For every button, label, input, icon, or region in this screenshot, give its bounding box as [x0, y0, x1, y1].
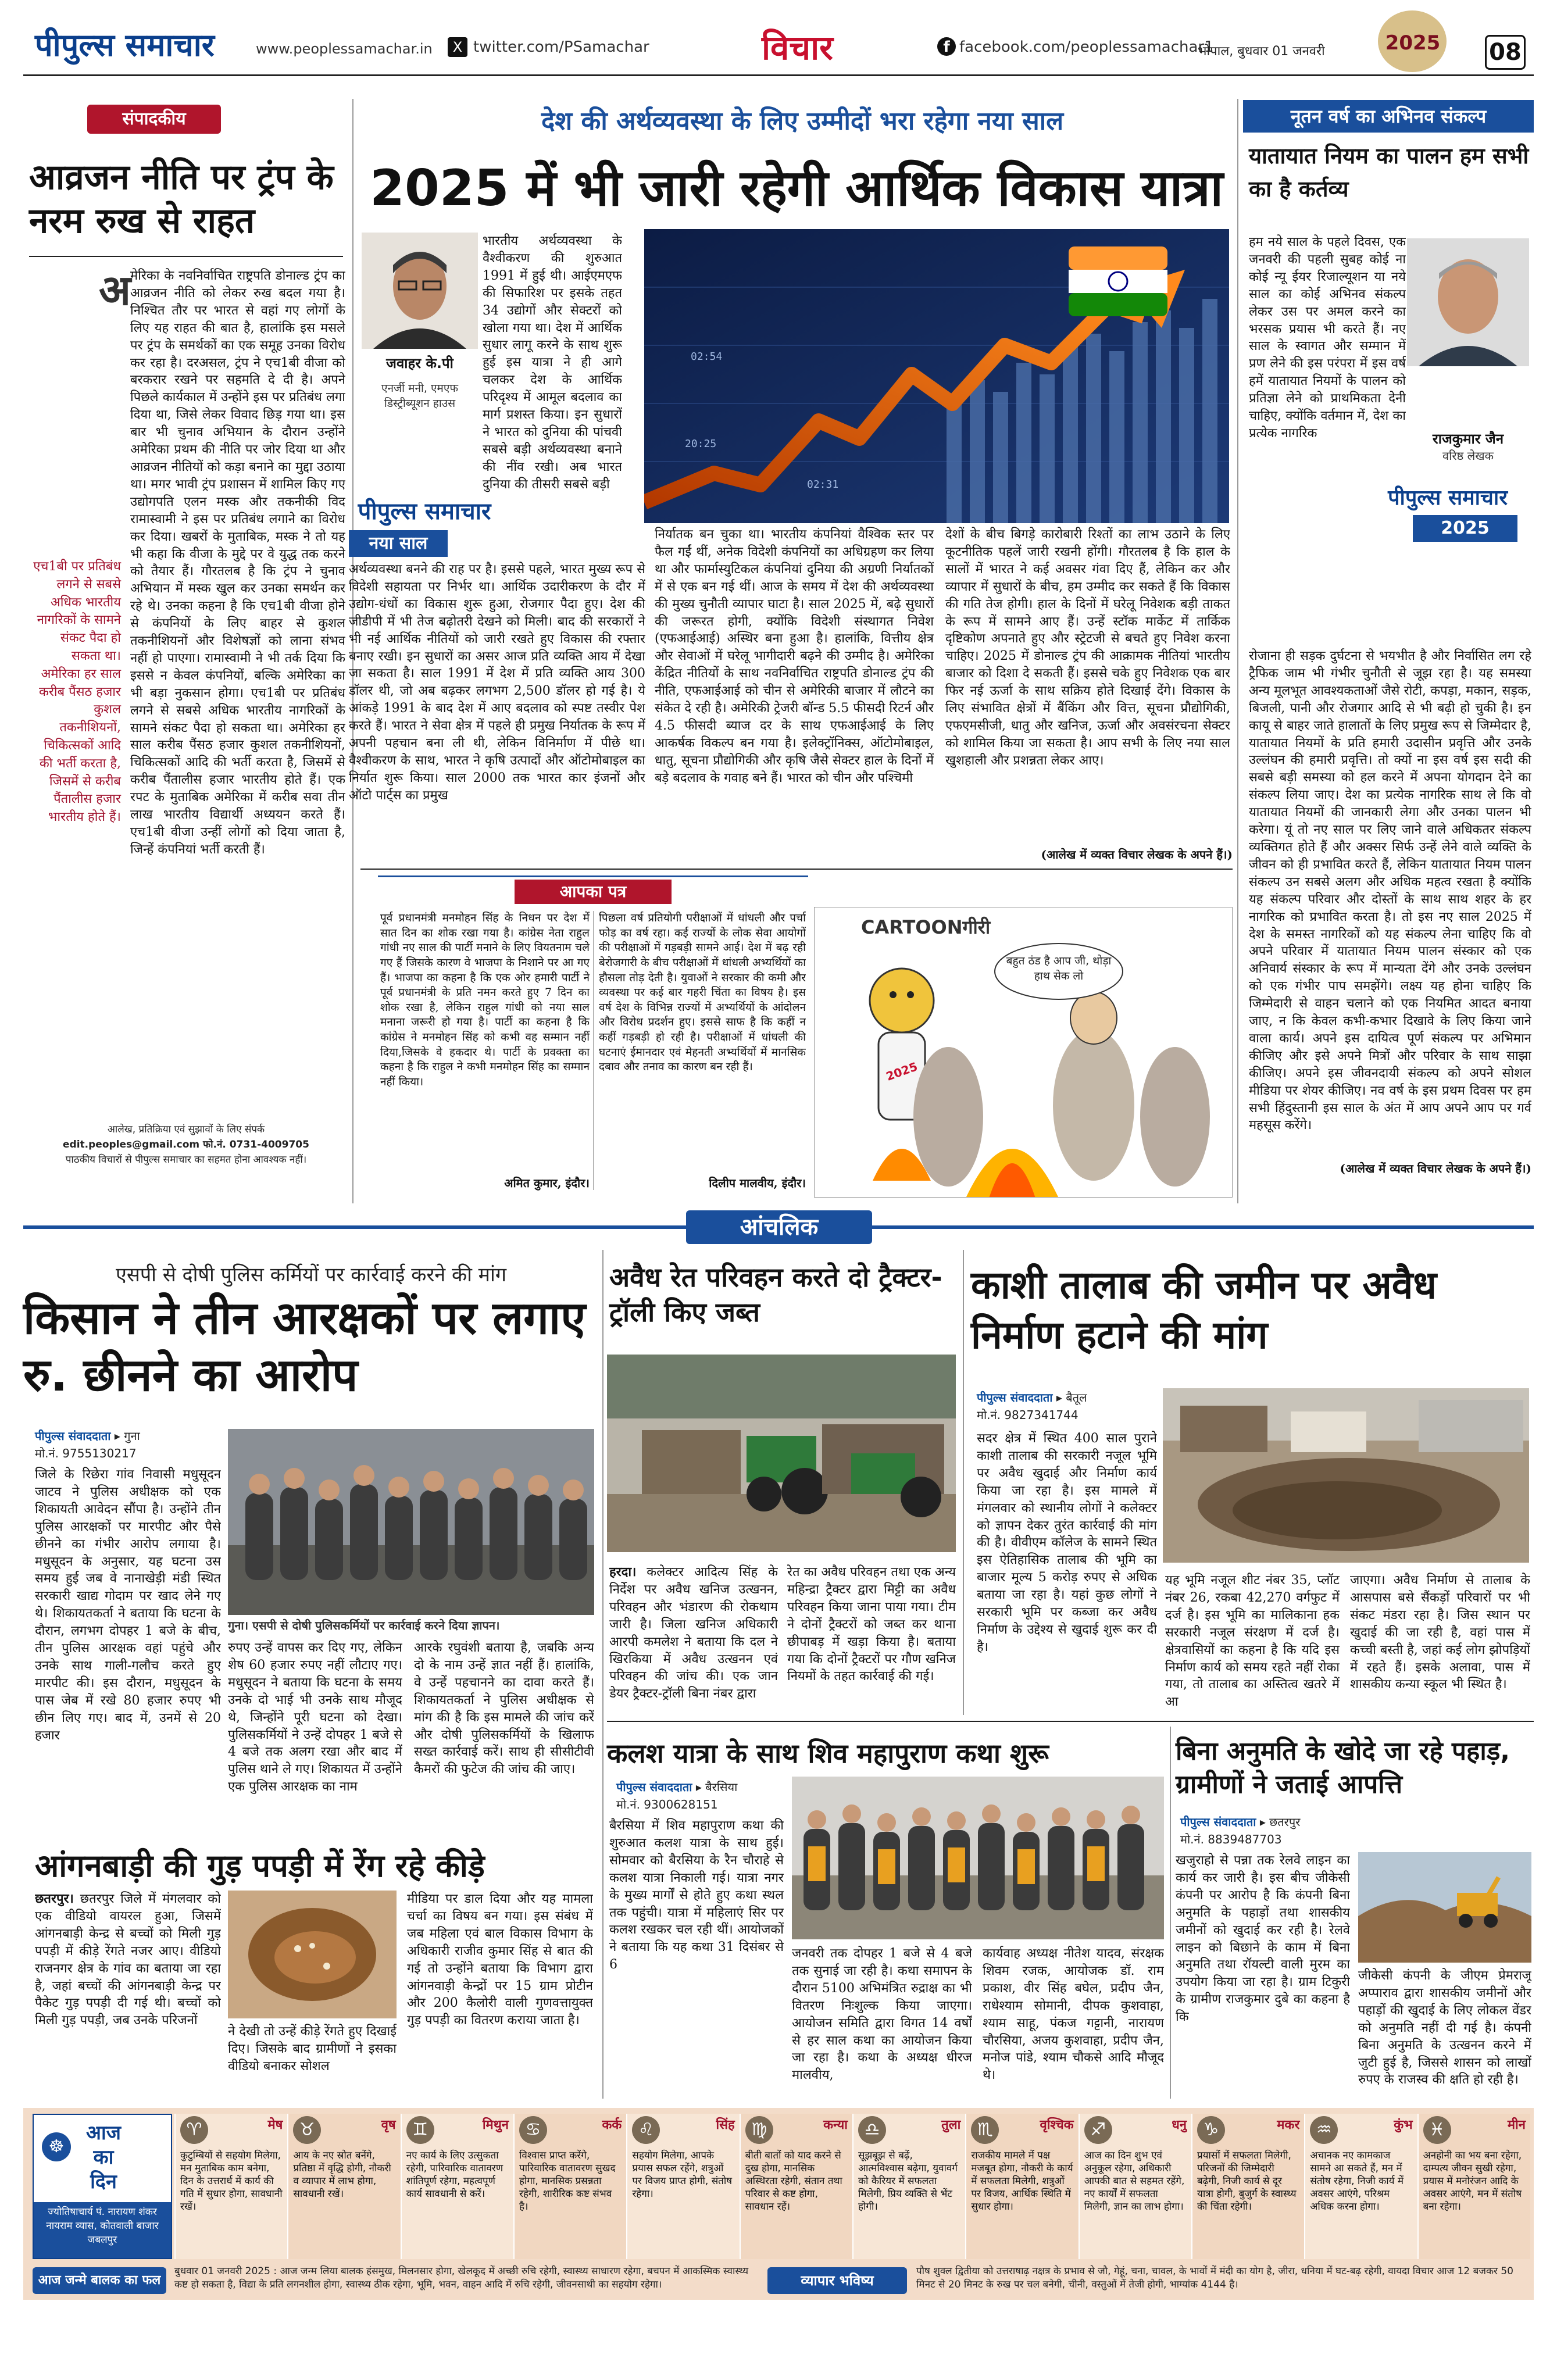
horoscope-title-1: आज [86, 2121, 121, 2145]
guna-col-3: आरके रघुवंशी बताया है, जबकि अन्य दो के नाम उन्हें ज्ञात नहीं हैं। हालांकि, वे उन्हें पहचानने का दावा करते हैं। शिकायतकर्ता ने पुलिस अधीक्षक से मांग की है कि इस मामले की जांच करें और दोषी पुलिसकर्मियों के खिलाफ सख्त कार्रवाई करें। साथ ही सीसीटीवी कैमरों की फुटेज की जांच की जाए। [414, 1641, 594, 1777]
kalash-byline-place: बैरसिया [705, 1780, 738, 1794]
guna-headline: किसान ने तीन आरक्षकों पर लगाए रु. छीनने का आरोप [23, 1292, 586, 1402]
horoscope-title-box [33, 2114, 172, 2259]
pahad-byline-org: पीपुल्स संवाददाता [1180, 1815, 1256, 1829]
horoscope-sign-9 [1079, 2114, 1191, 2259]
zodiac-icon: ♋ [519, 2116, 547, 2144]
kashi-byline-org: पीपुल्स संवाददाता [977, 1391, 1053, 1405]
anganwadi-col-1-text: छतरपुर जिले में मंगलवार को एक वीडियो वायरल हुआ, जिसमें आंगनबाड़ी केन्द्र से बच्चों को मिली गुड़ पपड़ी में कीड़े रेंगते नजर आए। वीडियो राजनगर क्षेत्र के गांव का बताया जा रहा है, जहां बच्चों की आंगनबाड़ी केन्द्र पर पैकेट गुड़ पपड़ी दी गई थी। बच्चों को मिली गुड़ पपड़ी, जब उनके परिजनों [35, 1892, 221, 2028]
lead-bottom-rule [360, 869, 1233, 870]
editorial-contact-3: पाठकीय विचारों से पीपुल्स समाचार का सहमत होना आवश्यक नहीं। [65, 1154, 307, 1166]
right-badge-logo: पीपुल्स समाचार [1388, 486, 1508, 510]
zodiac-icon: ♌ [632, 2116, 660, 2144]
guna-photo-caption: गुना। एसपी से दोषी पुलिसकर्मियों पर कार्रवाई करने दिया ज्ञापन। [228, 1618, 500, 1632]
sand-col-1 [609, 1564, 778, 1715]
masthead-website[interactable]: www.peoplessamachar.in [256, 41, 433, 57]
letters-title: आपका पत्र [515, 880, 672, 904]
horoscope-sign-5 [626, 2114, 739, 2259]
sign-prediction: कुटुम्बियों से सहयोग मिलेगा, मन मुताबिक काम बनेगा, दिन के उत्तरार्ध में कार्य की गति में सुधार होगा, सावधानी रखें। [180, 2149, 283, 2213]
zodiac-icon: ♒ [1310, 2116, 1338, 2144]
sign-prediction: आय के नए स्रोत बनेंगे, प्रतिष्ठा में वृद्धि होगी, नौकरी व व्यापार में लाभ होगा, सावधानी रखें। [293, 2149, 391, 2200]
kashi-col-3: जाएगा। अवैध निर्माण से तालाब के आसपास बसे सैंकड़ों परिवारों पर भी संकट मंडरा रहा है। जिस स्थान पर खुदाई की जा रही है, वहां पास में कच्ची बस्ती है, जहां कई लोग झोपड़ियों में रहते हैं। इसके अलावा, पास में शासकीय कन्या स्कूल भी स्थित है। [1350, 1573, 1530, 1692]
masthead-facebook[interactable]: facebook.com/peoplessamachar1 [959, 38, 1214, 56]
svg-text:20:25: 20:25 [685, 438, 717, 450]
astrologer-name: ज्योतिषाचार्य पं. नारायण शंकर नायराम व्यास, कोतवाली बाजार जबलपुर [34, 2202, 171, 2258]
regional-divider-1 [602, 1250, 603, 2099]
sign-name: सिंह [716, 2118, 735, 2132]
guna-photo [228, 1429, 594, 1615]
sign-name: तुला [941, 2118, 961, 2132]
zodiac-icon: ♏ [971, 2116, 999, 2144]
lead-badge-logo: पीपुल्स समाचार [358, 498, 491, 525]
column-divider-right [1237, 99, 1238, 1203]
lead-badge-label: नया साल [349, 530, 448, 557]
right-col-body: रोजाना ही सड़क दुर्घटना से भयभीत है और निर्वासित लग रहे ट्रैफिक जाम भी गंभीर चुनौती से जूझ रहा है। यह समस्या अन्य मूलभूत आवश्यकताओं जैसे रोटी, कपड़ा, मकान, सड़क, बिजली, पानी और रोजगार आदि से भी बढ़ी हो चुकी है। इन कायू से बाहर जाते हालातों के लिए प्रमुख रूप से जिम्मेदार है, यातायात नियमों के प्रति हमारी उदासीन प्रवृत्ति और उनके उल्लंघन की हमारी प्रवृत्ति। तो क्यों ना इस वर्ष इस सदी की सबसे बड़ी समस्या को हल करने में अपना योगदान देने का संकल्प लिया जाए। देश का प्रत्येक नागरिक साथ ले कि वो यातायात नियमों की जानकारी लेगा और उनका पालन भी करेगा। यूं तो नए साल पर लिए जाने वाले अधिकतर संकल्प व्यक्तिगत होते हैं और अक्सर सिर्फ उन्हें लेने वाले व्यक्ति के जीवन को ही प्रभावित करते हैं, लेकिन यातायात नियम पालन संकल्प उन सबसे अलग और अधिक महत्व रखता है क्योंकि यह संकल्प परिवार और दोस्तों के साथ साथ शहर के हर नागरिक को प्रभावित करता है। तो इस नए साल 2025 में देश के समस्त नागरिकों को यह संकल्प लेना चाहिए कि वो अपने परिवार में यातायात नियम पालन संस्कार को एक अनिवार्य संस्कार के रूप में मान्यता देंगे और उनके उल्लंघन को एक गंभीर पाप समझेंगे। लक्ष्य यह होना चाहिए कि जिम्मेदारी से वाहन चलाने को एक नियमित आदत बनाया जाए, न कि केवल कभी-कभार दिखावे के लिए किया जाने वाला कार्य। अपने इस दायित्व पूर्ण संकल्प पर अभिमान कीजिए और इसे अपने मित्रों और परिवार के साथ साझा कीजिए। अपने इस जीवनदायी संकल्प को अपने सोशल मीडिया पर शेयर कीजिए। नव वर्ष के इस प्रथम दिवस पर हम सभी हिंदुस्तानी इस साल के अंत में आप अपने आप पर गर्व महसूस करेंगे। [1249, 649, 1531, 1133]
editorial-dropcap: अ [99, 265, 131, 315]
zodiac-icon: ♓ [1423, 2116, 1451, 2144]
horoscope-sign-12 [1417, 2114, 1530, 2259]
twitter-icon: X [448, 37, 467, 57]
kalash-col-1: बैरसिया में शिव महापुराण कथा की शुरुआत कलश यात्रा के साथ हुई। सोमवार को बैरसिया के रैन चौराहे से कलश यात्रा निकाली गई। यात्रा नगर के मुख्य मार्गों से होते हुए कथा स्थल तक पहुंची। यात्रा में महिलाएं सिर पर कलश रखकर चल रही थीं। आयोजकों ने बताया कि यह कथा 31 दिसंबर से 6 [609, 1818, 784, 1972]
kalash-photo [792, 1777, 1164, 1939]
pahad-headline: बिना अनुमति के खोदे जा रहे पहाड़, ग्रामीणों ने जताई आपत्ति [1176, 1736, 1510, 1800]
dateline: भोपाल, बुधवार 01 जनवरी [1198, 44, 1325, 59]
kalash-mobile: मो.नं. 9300628151 [616, 1797, 718, 1811]
letters-divider [593, 911, 594, 1190]
trade-text: पौष शुक्ल द्वितीया को उत्तराषाढ़ नक्षत्र के प्रभाव से जौ, गेहूं, चना, चावल, के भावों में मंदी का योग है, जीरा, धनिया में घट-बढ़ रहेगी, वायदा विचार आज 12 बजकर 50 मिनट से 20 मिनट के रुख पर चल बनेगी, चीनी, वस्तुओं में तेजी होगी, भाग्यांक 4144 है। [916, 2265, 1514, 2290]
lead-body-1: अर्थव्यवस्था बनने की राह पर है। इससे पहले, भारत मुख्य रूप से विदेशी सहायता पर निर्भर था। आर्थिक उदारीकरण के दौर में उद्योग-धंधों का विकास शुरू हुआ, रोजगार पैदा हुए। देश की जीडीपी में भी तेज बढ़ोतरी देखने को मिली। बाद की सरकारों ने भी नई आर्थिक नीतियों को जारी रखते हुए विकास की रफ्तार बनाए रखी। इन सुधारों का असर आज प्रति व्यक्ति आय में देखा जा सकता है। साल 1991 में देश में प्रति व्यक्ति आय 300 डॉलर थी, जो अब बढ़कर लगभग 2,500 डॉलर हो गई है। ये आंकड़े 1991 के बाद देश में आए बदलाव को स्पष्ट तस्वीर पेश करते हैं। भारत ने सेवा क्षेत्र में पहले ही प्रमुख निर्यातक के रूप में अपनी पहचान बना ली थी, लेकिन विनिर्माण में पीछे था। वैश्वीकरण के साथ, भारत ने कृषि उत्पादों और ऑटोमोबाइल का निर्यात शुरू किया। साल 2000 तक भारत कार इंजनों और ऑटो पार्ट्स का प्रमुख [349, 562, 645, 803]
sign-name: मिथुन [482, 2118, 509, 2132]
zodiac-icon: ♐ [1084, 2116, 1112, 2144]
lead-footnote: (आलेख में व्यक्त विचार लेखक के अपने हैं।) [1041, 848, 1233, 862]
guna-byline-place: गुना [124, 1429, 140, 1443]
sign-name: मेष [267, 2118, 283, 2132]
lead-author-role-1: एनर्जी मनी, एमएफ [381, 382, 459, 395]
sign-name: मीन [1507, 2118, 1526, 2132]
lead-headline: 2025 में भी जारी रहेगी आर्थिक विकास यात्रा [370, 159, 1223, 217]
regional-divider-2 [963, 1250, 964, 1715]
kashi-headline: काशी तालाब की जमीन पर अवैध निर्माण हटाने की मांग [971, 1263, 1437, 1357]
right-author-name: राजकुमार जैन [1432, 431, 1504, 447]
sign-name: वृश्चिक [1040, 2118, 1074, 2132]
horoscope-title-3: दिन [90, 2170, 117, 2193]
anganwadi-col-3: मीडिया पर डाल दिया और यह मामला चर्चा का विषय बन गया। इस संबंध में जब महिला एवं बाल विकास विभाग के अधिकारी राजीव कुमार सिंह से बात की गई तो उन्होंने बताया कि विभाग द्वारा आंगनवाड़ी केन्द्रों पर 15 ग्राम प्रोटीन और 200 कैलोरी वाली गुणवत्तायुक्त गुड़ पपड़ी का वितरण कराया जाता है। [407, 1892, 593, 2028]
horoscope-sign-1 [174, 2114, 287, 2259]
pahad-col-1: खजुराहो से पन्ना तक रेलवे लाइन का कार्य कर जारी है। इस बीच जीकेसी कंपनी पर आरोप है कि कंपनी बिना अनुमति के पहाड़ों तथा शासकीय जमीनों को खुदाई कर रही है। रेलवे लाइन को बिछाने के काम में बिना अनुमति तथा रॉयल्टी वाली मुरम का उपयोग किया जा रहा है। ग्राम टिकुरी के ग्रामीण राजकुमार दुबे का कहना है कि [1176, 1853, 1350, 2025]
regional-mid-rule [607, 1721, 1534, 1722]
flag-india [1069, 246, 1167, 316]
sign-name: कर्क [602, 2118, 622, 2132]
letters-left-sign: अमित कुमार, इंदौर। [504, 1176, 590, 1190]
letters-right: पिछला वर्ष प्रतियोगी परीक्षाओं में धांधली और पर्चा फोड़ का वर्ष रहा। कई राज्यों के लोक सेवा आयोगों की परीक्षाओं में गड़बड़ी सामने आई। देश में बढ़ रही बेरोजगारी के बीच परीक्षाओं में धांधली अभ्यर्थियों का हौसला तोड़ देती है। युवाओं ने सरकार की कमी और व्यवस्था पर कई बार गहरी चिंता का विषय है। इस वर्ष देश के विभिन्न राज्यों में अभ्यर्थियों के आंदोलन और विरोध प्रदर्शन हुए। इससे साफ है कि कहीं न कहीं गड़बड़ी हो रही है। परीक्षाओं में धांधली की घटनाएं ईमानदार एवं मेहनती अभ्यर्थियों में मानसिक दबाव और तनाव का कारण बन रही हैं। [599, 912, 806, 1074]
right-author-role: वरिष्ठ लेखक [1442, 449, 1494, 463]
anganwadi-col-1 [35, 1891, 221, 2094]
right-col-intro: हम नये साल के पहले दिवस, एक जनवरी की पहली सुबह कोई ना कोई न्यू ईयर रिजाल्यूशन या नये साल का कोई अभिनव संकल्प लेकर उस पर अमल करने का भरसक प्रयास भी करते हैं। नए साल के स्वागत और सम्मान में प्रण लेने की इस परंपरा में इस वर्ष हमें यातायात नियमों के पालन को प्रतिज्ञा लेने को प्राथमिकता देनी चाहिए, क्योंकि वर्तमान में, देश का प्रत्येक नागरिक [1249, 235, 1406, 441]
horoscope-sign-7 [852, 2114, 965, 2259]
zodiac-icon: ♑ [1197, 2116, 1225, 2144]
horoscope-sign-11 [1304, 2114, 1417, 2259]
sign-prediction: सूझबूझ से बढ़ें, आत्मविश्वास बढ़ेगा, युवावर्ग को कैरियर में सफलता मिलेगी, प्रिय व्यक्ति से भेंट होगी। [858, 2149, 958, 2213]
zodiac-icon: ♊ [406, 2116, 434, 2144]
birthday-label: आज जन्मे बालक का फल [33, 2267, 166, 2294]
page-number: 08 [1485, 35, 1526, 70]
editorial-headline: आव्रजन नीति पर ट्रंप के नरम रुख से राहत [29, 157, 334, 241]
cartoon-panel [814, 907, 1233, 1198]
year-2025-badge [1366, 10, 1459, 72]
sand-headline: अवैध रेत परिवहन करते दो ट्रैक्टर-ट्रॉली किए जब्त [609, 1262, 942, 1328]
sand-photo [607, 1355, 956, 1552]
horoscope-sign-10 [1191, 2114, 1304, 2259]
sign-name: मकर [1277, 2118, 1300, 2132]
guna-col-2: रुपए उन्हें वापस कर दिए गए, लेकिन शेष 60 हजार रुपए नहीं लौटाए गए। मधुसूदन ने बताया कि घटना के समय उनके दो भाई भी उनके साथ मौजूद थे, जिन्होंने पूरी घटना को देखा। पुलिसकर्मियों ने उन्हें दोपहर 1 बजे से 4 बजे तक अलग रखा और बाद में पुलिस थाने ले गए। शिकायत में उन्होंने एक पुलिस आरक्षक का नाम [228, 1641, 402, 1795]
zodiac-icon: ♈ [180, 2116, 208, 2144]
sign-prediction: विश्वास प्राप्त करेंगे, पारिवारिक वातावरण सुखद होगा, मानसिक प्रसन्नता रहेगी, शारीरिक कष्ट संभव है। [519, 2149, 616, 2213]
pahad-col-2: जीकेसी कंपनी के जीएम प्रेमराजू अप्पाराव द्वारा शासकीय जमीनों और पहाड़ों की खुदाई के लिए लोकल वेंडर को अनुमति नहीं दी गई है। कंपनी बिना अनुमति के उत्खनन करने में जुटी हुई है, जिससे शासन को लाखों रुपए के राजस्व की क्षति हो रही है। [1358, 1968, 1531, 2088]
birthday-text: बुधवार 01 जनवरी 2025 : आज जन्म लिया बालक हंसमुख, मिलनसार होगा, खेलकूद में अच्छी रुचि रहेगी, स्वास्थ्य साधारण रहेगा, बचपन में आकस्मिक स्वास्थ्य कष्ट हो सकता है, विद्या के प्रति लगनशील होगा, स्वास्थ्य ठीक रहेगा, भूमि, भवन, वाहन आदि में रुचि रहेगी, जीवनसाथी का सहयोग रहेगा। [174, 2265, 749, 2290]
editorial-contact-1: आलेख, प्रतिक्रिया एवं सुझावों के लिए संपर्क [107, 1124, 265, 1135]
cartoon-2025-tag: 2025 [884, 1059, 920, 1084]
kashi-mobile: मो.नं. 9827341744 [977, 1408, 1079, 1422]
guna-col-1: जिले के रिछेरा गांव निवासी मधुसूदन जाटव ने पुलिस अधीक्षक को एक शिकायती आवेदन सौंपा है। उन्होंने तीन पुलिस आरक्षकों पर मारपीट और पैसे छीनने का गंभीर आरोप लगाया है। मधुसूदन के अनुसार, यह घटना उस समय हुई जब वे नानाखेड़ी मंडी स्थित सरकारी खाद्य गोदाम पर खाद लेने गए थे। शिकायतकर्ता ने बताया कि घटना के दौरान, लगभग दोपहर 1 बजे के बीच, तीन पुलिस आरक्षक वहां पहुंचे और उनके साथ गाली-गलौच करते हुए मारपीट की। इस दौरान, मधुसूदन के पास जेब में रखे 80 हजार रुपए भी छीन लिए गए। बाद में, उनमें से 20 हजार [35, 1467, 221, 1743]
zodiac-icon: ♉ [293, 2116, 321, 2144]
sign-name: कुंभ [1394, 2118, 1413, 2132]
sign-prediction: आज का दिन शुभ एवं अनुकूल रहेगा, अधिकारी आपकी बात से सहमत रहेंगे, नए कार्यों में सफलता मिलेगी, ज्ञान का लाभ होगा। [1084, 2149, 1185, 2213]
horoscope-sign-8 [965, 2114, 1078, 2259]
cartoon-bubble-text: बहुत ठंड है आप जी, थोड़ा हाथ सेक लो [1006, 955, 1112, 982]
pahad-photo [1358, 1852, 1531, 1963]
right-badge-year: 2025 [1413, 515, 1517, 542]
right-author-photo [1407, 238, 1529, 366]
horoscope-sign-6 [740, 2114, 852, 2259]
lead-growth-chart-image [644, 229, 1229, 523]
section-label: विचार [762, 28, 833, 67]
regional-banner: आंचलिक [686, 1210, 872, 1244]
guna-kicker: एसपी से दोषी पुलिस कर्मियों पर कार्रवाई करने की मांग [116, 1263, 506, 1287]
anganwadi-headline: आंगनबाड़ी की गुड़ पपड़ी में रेंग रहे कीड़े [35, 1847, 485, 1884]
editorial-pull-quote: एच1बी पर प्रतिबंध लगने से सबसे अधिक भारतीय नागरिकों के सामने संकट पैदा हो सकता था। अमेरिका हर साल करीब पैंसठ हजार कुशल तकनीशियनों, चिकित्सकों आदि की भर्ती करता है, जिसमें से करीब पैंतालीस हजार भारतीय होते हैं। [33, 559, 121, 825]
anganwadi-photo [228, 1891, 397, 2018]
lead-author-name: जवाहर के.पी [386, 355, 453, 371]
editorial-body: मेरिका के नवनिर्वाचित राष्ट्रपति डोनाल्ड ट्रंप का आव्रजन नीति को लेकर रुख बदल गया है। निश्चित तौर पर भारत से वहां गए लोगों के लिए यह राहत की बात है, हालांकि इस मसले पर ट्रंप के समर्थकों का एक समूह उनका विरोध कर रहा है। दरअसल, ट्रंप ने एच1बी वीजा को बरकरार रखने पर सहमति दे दी है। अपने पिछले कार्यकाल में उन्होंने इस पर प्रतिबंध लगा दिया था, जिसे लेकर विवाद छिड़ गया था। इस बार भी चुनाव अभियान के दौरान उन्होंने अमेरिका प्रथम की नीति पर जोर दिया था और आव्रजन नीतियों को कड़ा बनाने का मुद्दा उठाया था। मगर भावी ट्रंप प्रशासन में शामिल किए गए उद्योगपति एलन मस्क और तकनीकी विद रामास्वामी ने इस पर प्रतिबंध लगाने का विरोध कर दिया। खबरों के मुताबिक, मस्क ने तो यह भी कहा कि वीजा के मुद्दे पर वे युद्ध तक करने को तैयार हैं। गौरतलब है कि ट्रंप ने चुनाव अभियान में मस्क खुल कर उनका समर्थन कर रहे थे। उनका कहना है कि एच1बी वीजा होने से कंपनियों के लिए बाहर से कुशल तकनीशियनों और विशेषज्ञों को लाना संभव नहीं हो पाएगा। रामास्वामी ने भी तर्क दिया कि इससे न केवल कंपनियों, बल्कि अमेरिका का भी बड़ा नुकसान होगा। एच1बी पर प्रतिबंध लगने से सबसे अधिक भारतीय नागरिकों के सामने संकट पैदा हो सकता था। अमेरिका हर साल करीब पैंसठ हजार कुशल तकनीशियनों, चिकित्सकों आदि की भर्ती करता है, जिसमें से करीब पैंतालीस हजार भारतीय होते हैं। एक रपट के मुताबिक अमेरिका में करीब सवा तीन लाख भारतीय विद्यार्थी अध्ययन करते हैं। एच1बी वीजा उन्हीं लोगों को दिया जाता है, जिन्हें कंपनियां भर्ती करती हैं। [130, 269, 345, 857]
letters-left: पूर्व प्रधानमंत्री मनमोहन सिंह के निधन पर देश में सात दिन का शोक रखा गया है। कांग्रेस नेता राहुल गांधी नए साल की पार्टी मनाने के लिए वियतनाम चले गए हैं जिसके कारण वे भाजपा के निशाने पर आ गए हैं। भाजपा का कहना है कि एक ओर हमारी पार्टी ने पूर्व प्रधानमंत्री के प्रति नमन करते हुए 7 दिन का शोक रखा है, लेकिन राहुल गांधी को नया साल मनाना जरूरी हो गया है। पार्टी का कहना है कि कांग्रेस ने मनमोहन सिंह को कभी वह सम्मान नहीं दिया,जिसके वे हकदार थे। पार्टी के प्रवक्ता का कहना है कि राहुल ने कभी मनमोहन सिंह का सम्मान नहीं किया। [380, 912, 590, 1089]
trade-label: व्यापार भविष्य [767, 2267, 907, 2294]
letters-box [378, 875, 808, 1201]
svg-text:02:31: 02:31 [807, 478, 839, 491]
masthead-logo: पीपुल्स समाचार [35, 27, 215, 63]
sign-prediction: अनहोनी का भय बना रहेगा, दाम्पत्य जीवन सुखी रहेगा, प्रयास में मनोरंजन आदि के अवसर आएंगे, मन में संतोष बना रहेगा। [1423, 2149, 1522, 2213]
right-col-header: नूतन वर्ष का अभिनव संकल्प [1243, 100, 1534, 133]
sign-name: कन्या [823, 2118, 848, 2132]
right-col-headline: यातायात नियम का पालन हम सभी का है कर्तव्य [1249, 143, 1529, 202]
kashi-byline: पीपुल्स संवाददाता ▸ बैतूल [977, 1391, 1087, 1405]
horoscope-sign-3 [401, 2114, 513, 2259]
lead-author-role-2: डिस्ट्रीब्यूशन हाउस [384, 397, 456, 410]
letters-right-sign: दिलीप मालवीय, इंदौर। [709, 1176, 806, 1190]
guna-mobile: मो.नं. 9755130217 [35, 1446, 137, 1460]
lead-kicker: देश की अर्थव्यवस्था के लिए उम्मीदों भरा रहेगा नया साल [541, 106, 1064, 136]
kalash-headline: कलश यात्रा के साथ शिव महापुराण कथा शुरू [607, 1738, 1049, 1769]
masthead [0, 0, 1557, 76]
masthead-rule [23, 74, 1534, 76]
zodiac-icon: ♎ [858, 2116, 886, 2144]
lead-body-2: निर्यातक बन चुका था। भारतीय कंपनियां वैश्विक स्तर पर फैल गईं थीं, अनेक विदेशी कंपनियों का अधिग्रहण कर लिया था और फार्मास्युटिकल कंपनियां दुनिया की अग्रणी निर्यातकों में से एक बन गई थीं। आज के समय में देश की अर्थव्यवस्था की मुख्य चुनौती व्यापार घाटा है। साल 2025 में, बढ़े सुधारों की जरूरत होगी, क्योंकि विदेशी संस्थागत निवेश (एफआईआई) अस्थिर बना हुआ है। हालांकि, वित्तीय क्षेत्र और सेवाओं में घरेलू भागीदारी बढ़ने की उम्मीद है। अमेरिका केंद्रित नीतियों के साथ नवनिर्वाचित राष्ट्रपति डोनाल्ड ट्रंप की नीति, एफआईआई को चीन से अमेरिकी बाजार में लौटने का संकेत दे रही है। अमेरिकी ट्रेजरी बॉन्ड 5.5 फीसदी रिटर्न और 4.5 फीसदी ब्याज दर के साथ एफआईआई के लिए आकर्षक विकल्प बन गया है। इलेक्ट्रॉनिक्स, ऑटोमोबाइल, धातु, सूचना प्रौद्योगिकी और कृषि जैसे सेक्टर हाल के दिनों में बड़े बदलाव के गवाह बने हैं। भारत को चीन और पश्चिमी [655, 527, 934, 785]
kashi-byline-place: बैतूल [1066, 1391, 1087, 1405]
pahad-byline: पीपुल्स संवाददाता ▸ छतरपुर [1180, 1815, 1301, 1829]
editorial-label: संपादकीय [87, 105, 221, 134]
kashi-photo [1163, 1388, 1529, 1563]
kalash-col-3: कार्यवाह अध्यक्ष नीतेश यादव, संरक्षक शिवम रजक, आयोजक डॉ. राम प्रकाश, वीर सिंह बघेल, प्रदीप जैन, राधेश्याम सोमानी, दीपक कुशवाहा, श्याम साहू, पंकज गट्टानी, नारायण चौरसिया, अजय कुशवाहा, प्रदीप जैन, मनोज पांडे, श्याम चौकसे आदि मौजूद थे। [983, 1946, 1164, 2083]
kashi-col-1: सदर क्षेत्र में स्थित 400 साल पुराने काशी तालाब की सरकारी नजूल भूमि पर अवैध खुदाई और निर्माण कार्य किया जा रहा है। इस मामले में मंगलवार को स्थानीय लोगों ने कलेक्टर को ज्ञापन देकर तुरंत कार्रवाई की मांग की है। वीवीएम कॉलेज के सामने स्थित इस ऐतिहासिक तालाब की भूमि का बाजार मूल्य 5 करोड़ रुपए से अधिक बताया जा रहा है। यहां कुछ लोगों ने सरकारी भूमि पर कब्जा कर अवैध निर्माण के उद्देश्य से खुदाई शुरू कर दी है। [977, 1431, 1157, 1654]
facebook-icon: f [937, 37, 956, 56]
sign-prediction: प्रयासों में सफलता मिलेगी, परिजनों की जिम्मेदारी बढ़ेगी, निजी कार्य से दूर यात्रा होगी, बुजुर्ग के स्वास्थ्य की चिंता रहेगी। [1197, 2149, 1297, 2213]
regional-divider-3 [1170, 1727, 1171, 2099]
sign-name: वृष [381, 2118, 396, 2132]
sand-col-1-text: कलेक्टर आदित्य सिंह के निर्देश पर अवैध खनिज उत्खनन, परिवहन और भंडारण की रोकथाम जारी है। जिला खनिज अधिकारी आरपी कमलेश ने बताया कि दल ने खिरकिया में अवैध उत्खनन एवं परिवहन की जांच की। एक जान डेयर ट्रैक्टर-ट्रॉली बिना नंबर द्वारा [609, 1565, 778, 1702]
horoscope-sign-2 [287, 2114, 400, 2259]
guna-byline-org: पीपुल्स संवाददाता [35, 1429, 111, 1443]
sand-place: हरदा। [609, 1564, 637, 1579]
badge-year: 2025 [1385, 31, 1441, 55]
kashi-col-2: यह भूमि नजूल शीट नंबर 35, प्लॉट नंबर 26, रकबा 42,270 वर्गफुट में दर्ज है। इस भूमि का मालिकाना हक सरकारी नजूल संरक्षण में दर्ज है। क्षेत्रवासियों का कहना है कि यदि इस निर्माण कार्य को समय रहते नहीं रोका गया, तो तालाब का अस्तित्व खतरे में आ [1165, 1573, 1340, 1710]
kalash-byline: पीपुल्स संवाददाता ▸ बैरसिया [616, 1780, 738, 1794]
anganwadi-place: छतरपुर। [35, 1891, 74, 1906]
zodiac-icon: ♍ [745, 2116, 773, 2144]
sign-name: धनु [1172, 2118, 1187, 2132]
pahad-mobile: मो.नं. 8839487703 [1180, 1832, 1282, 1846]
sign-prediction: अचानक नए कामकाज सामने आ सकते हैं, मन में संतोष रहेगा, निजी कार्य में अवसर आएंगे, परिश्रम अधिक करना होगा। [1310, 2149, 1404, 2213]
guna-byline: पीपुल्स संवाददाता ▸ गुना [35, 1429, 140, 1443]
kalash-col-2: जनवरी तक दोपहर 1 बजे से 4 बजे तक सुनाई जा रही है। कथा समापन के दौरान 5100 अभिमंत्रित रुद्राक्ष का भी वितरण निःशुल्क किया जाएगा। आयोजन समिति द्वारा विगत 14 वर्षों से हर साल कथा का आयोजन किया जा रहा है। कथा के अध्यक्ष धीरज मालवीय, [792, 1946, 972, 2083]
sign-prediction: नए कार्य के लिए उत्सुकता रहेगी, पारिवारिक वातावरण शांतिपूर्ण रहेगा, महत्वपूर्ण कार्य सावधानी से करें। [406, 2149, 503, 2200]
svg-text:02:54: 02:54 [691, 351, 723, 363]
sign-prediction: राजकीय मामले में पक्ष मजबूत होगा, नौकरी के कार्य में सफलता मिलेगी, शत्रुओं पर विजय, आर्थिक स्थिति में सुधार होगा। [971, 2149, 1073, 2213]
lead-author-photo [362, 233, 478, 349]
astrologer-icon: ☸ [42, 2132, 71, 2161]
pahad-byline-place: छतरपुर [1269, 1815, 1301, 1829]
anganwadi-col-2: ने देखी तो उन्हें कीड़े रेंगते हुए दिखाई दिए। जिसके बाद ग्रामीणों ने इसका वीडियो बनाकर सोशल [228, 2024, 397, 2074]
sign-prediction: सहयोग मिलेगा, आपके प्रयास सफल रहेंगे, शत्रुओं पर विजय प्राप्त होगी, संतोष रहेगा। [632, 2149, 733, 2200]
sand-col-2: रेत का अवैध परिवहन तथा एक अन्य महिन्द्रा ट्रैक्टर द्वारा मिट्टी का अवैध परिवहन किया जाना पाया गया। टीम ने दोनों ट्रैक्टरों को जब्त कर थाना छीपाबड़ में खड़ा किया है। बताया गया कि दोनों ट्रैक्टरों पर गौण खनिज नियमों के तहत कार्रवाई की गई। [787, 1565, 956, 1684]
cartoon-label: CARTOONगीरी [861, 916, 991, 938]
editorial-contact-2[interactable]: edit.peoples@gmail.com फो.नं. 0731-4009705 [63, 1139, 309, 1150]
masthead-twitter[interactable]: twitter.com/PSamachar [473, 38, 649, 56]
lead-intro: भारतीय अर्थव्यवस्था के वैश्वीकरण की शुरुआत 1991 में हुई थी। आईएमएफ की सिफारिश पर इसके तहत 34 उद्योगों और सेक्टरों को खोला गया था। देश में आर्थिक सुधार लागू करने के साथ शुरू हुई इस यात्रा ने ही आगे चलकर देश के आर्थिक परिदृश्य में आमूल बदलाव का मार्ग प्रशस्त किया। इन सुधारों ने भारत को दुनिया की पांचवी सबसे बड़ी अर्थव्यवस्था बनाने की नींव रखी। अब भारत दुनिया की तीसरी सबसे बड़ी [483, 234, 622, 492]
lead-body-3: देशों के बीच बिगड़े कारोबारी रिश्तों का लाभ उठाने के लिए कूटनीतिक पहलें जारी रखनी होंगी। गौरतलब है कि हाल के सालों में भारत ने कई अवसर गंवा दिए हैं, लेकिन कर और व्यापार में सुधारों के बीच, हम उम्मीद कर सकते हैं कि विकास की गति तेज होगी। हाल के दिनों में घरेलू निवेशक बड़ी ताकत के रूप में सामने आए हैं। उन्हें स्टॉक मार्केट में तार्किक दृष्टिकोण अपनाते हुए और स्ट्रेटजी से बचते हुए निवेश करना चाहिए। 2025 में डोनाल्ड ट्रंप की आक्रामक नीतियां भारतीय बाजार को दिशा दे सकती हैं। इससे चके हुए निवेशक एक बार फिर नई ऊर्जा के साथ सक्रिय होते दिखाई देंगे। विकास के लिए संभावित क्षेत्रों में बैंकिंग और वित्त, सूचना प्रौद्योगिकी, एफएमसीजी, धातु और खनिज, ऊर्जा और अवसंरचना सेक्टर को शामिल किया जा सकता है। आप सभी के लिए नया साल खुशहाली और प्रशन्नता लेकर आए। [945, 527, 1230, 768]
right-col-footnote: (आलेख में व्यक्त विचार लेखक के अपने हैं।) [1340, 1162, 1531, 1175]
horoscope-signs-row [174, 2114, 1530, 2259]
editorial-rule [29, 256, 343, 257]
horoscope-sign-4 [513, 2114, 626, 2259]
horoscope-title-2: का [93, 2146, 114, 2169]
sign-prediction: बीती बातों को याद करने से दुख होगा, मानसिक अस्थिरता रहेगी, संतान तथा परिवार से कष्ट होगा, सावधान रहें। [745, 2149, 842, 2213]
kalash-byline-org: पीपुल्स संवाददाता [616, 1780, 692, 1794]
